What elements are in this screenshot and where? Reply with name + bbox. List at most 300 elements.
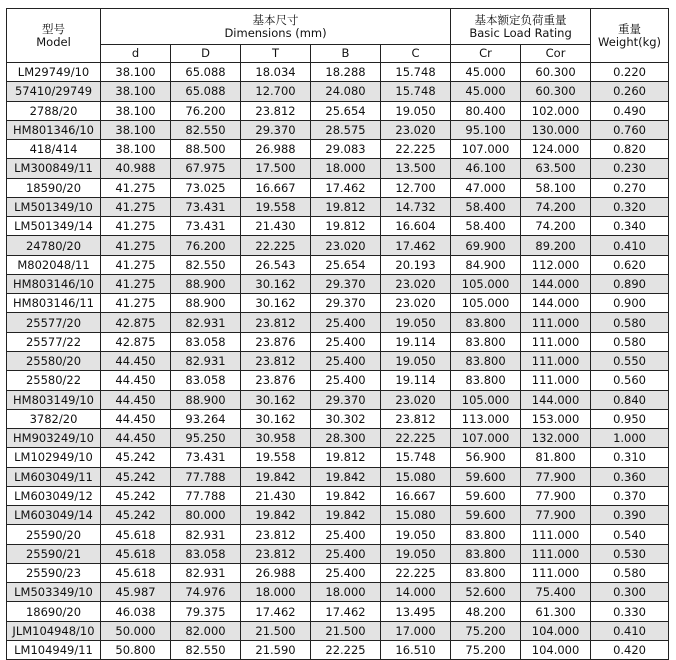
cell-cr: 58.400 [451, 197, 521, 216]
cell-T: 23.812 [241, 544, 311, 563]
cell-weight: 0.580 [591, 563, 669, 582]
subheader-C: C [381, 45, 451, 63]
cell-C: 17.000 [381, 621, 451, 640]
cell-B: 25.400 [311, 313, 381, 332]
cell-T: 21.590 [241, 640, 311, 659]
cell-d: 40.988 [101, 159, 171, 178]
cell-cr: 75.200 [451, 621, 521, 640]
table-row [7, 120, 669, 139]
cell-model: 2788/20 [7, 101, 101, 120]
cell-D: 73.025 [171, 178, 241, 197]
cell-B: 25.654 [311, 255, 381, 274]
cell-B: 25.400 [311, 371, 381, 390]
cell-model: 18690/20 [7, 602, 101, 621]
cell-cor: 74.200 [521, 217, 591, 236]
cell-weight: 0.530 [591, 544, 669, 563]
cell-weight: 0.950 [591, 409, 669, 428]
cell-d: 41.275 [101, 217, 171, 236]
cell-cor: 111.000 [521, 313, 591, 332]
cell-T: 26.988 [241, 140, 311, 159]
cell-cor: 81.800 [521, 448, 591, 467]
cell-cr: 52.600 [451, 583, 521, 602]
cell-d: 44.450 [101, 429, 171, 448]
cell-T: 23.876 [241, 332, 311, 351]
cell-B: 17.462 [311, 602, 381, 621]
cell-cor: 89.200 [521, 236, 591, 255]
cell-C: 16.510 [381, 640, 451, 659]
cell-D: 88.500 [171, 140, 241, 159]
cell-D: 88.900 [171, 390, 241, 409]
cell-B: 24.080 [311, 82, 381, 101]
cell-model: 25577/22 [7, 332, 101, 351]
cell-T: 18.034 [241, 63, 311, 82]
cell-D: 88.900 [171, 294, 241, 313]
cell-D: 83.058 [171, 371, 241, 390]
table-row [7, 621, 669, 640]
cell-weight: 0.270 [591, 178, 669, 197]
cell-C: 15.080 [381, 467, 451, 486]
table-row [7, 197, 669, 216]
cell-cor: 63.500 [521, 159, 591, 178]
cell-D: 82.550 [171, 640, 241, 659]
cell-B: 23.020 [311, 236, 381, 255]
cell-T: 19.842 [241, 506, 311, 525]
subheader-cr: Cr [451, 45, 521, 63]
cell-B: 19.812 [311, 448, 381, 467]
cell-C: 23.020 [381, 294, 451, 313]
cell-cr: 75.200 [451, 640, 521, 659]
cell-T: 23.812 [241, 101, 311, 120]
cell-C: 22.225 [381, 429, 451, 448]
table-row [7, 332, 669, 351]
cell-C: 23.020 [381, 390, 451, 409]
table-row [7, 63, 669, 82]
cell-cr: 47.000 [451, 178, 521, 197]
table-row [7, 236, 669, 255]
cell-C: 12.700 [381, 178, 451, 197]
cell-cr: 45.000 [451, 63, 521, 82]
cell-cor: 58.100 [521, 178, 591, 197]
table-row [7, 82, 669, 101]
cell-model: HM803146/10 [7, 274, 101, 293]
cell-model: 25577/20 [7, 313, 101, 332]
cell-weight: 0.340 [591, 217, 669, 236]
cell-C: 16.604 [381, 217, 451, 236]
cell-weight: 0.550 [591, 351, 669, 370]
cell-cr: 83.800 [451, 371, 521, 390]
cell-model: 25590/23 [7, 563, 101, 582]
cell-T: 18.000 [241, 583, 311, 602]
cell-B: 19.812 [311, 217, 381, 236]
cell-weight: 0.410 [591, 236, 669, 255]
cell-weight: 0.390 [591, 506, 669, 525]
cell-D: 73.431 [171, 217, 241, 236]
cell-cor: 111.000 [521, 371, 591, 390]
cell-weight: 0.890 [591, 274, 669, 293]
cell-B: 30.302 [311, 409, 381, 428]
table-row [7, 178, 669, 197]
cell-C: 13.500 [381, 159, 451, 178]
cell-D: 93.264 [171, 409, 241, 428]
cell-weight: 1.000 [591, 429, 669, 448]
cell-weight: 0.230 [591, 159, 669, 178]
cell-model: 3782/20 [7, 409, 101, 428]
cell-B: 18.288 [311, 63, 381, 82]
cell-B: 18.000 [311, 583, 381, 602]
table-row [7, 602, 669, 621]
cell-T: 23.812 [241, 313, 311, 332]
table-row [7, 525, 669, 544]
cell-C: 17.462 [381, 236, 451, 255]
table-row [7, 274, 669, 293]
cell-T: 17.462 [241, 602, 311, 621]
cell-D: 77.788 [171, 467, 241, 486]
header-load-en: Basic Load Rating [469, 25, 572, 40]
cell-D: 83.058 [171, 332, 241, 351]
cell-C: 19.050 [381, 351, 451, 370]
cell-d: 41.275 [101, 197, 171, 216]
header-model-en: Model [36, 34, 71, 49]
cell-T: 23.812 [241, 525, 311, 544]
cell-T: 30.162 [241, 409, 311, 428]
cell-weight: 0.220 [591, 63, 669, 82]
cell-weight: 0.260 [591, 82, 669, 101]
cell-C: 22.225 [381, 140, 451, 159]
cell-d: 50.800 [101, 640, 171, 659]
cell-cr: 80.400 [451, 101, 521, 120]
cell-cr: 83.800 [451, 313, 521, 332]
subheader-d: d [101, 45, 171, 63]
table-row [7, 140, 669, 159]
cell-model: HM801346/10 [7, 120, 101, 139]
header-load-cn: 基本额定负荷重量 [474, 12, 567, 27]
cell-d: 38.100 [101, 63, 171, 82]
table-row [7, 371, 669, 390]
cell-D: 73.431 [171, 448, 241, 467]
cell-weight: 0.370 [591, 486, 669, 505]
cell-cr: 95.100 [451, 120, 521, 139]
cell-C: 19.050 [381, 313, 451, 332]
cell-T: 21.430 [241, 217, 311, 236]
cell-T: 12.700 [241, 82, 311, 101]
table-row [7, 101, 669, 120]
cell-B: 29.370 [311, 294, 381, 313]
cell-C: 16.667 [381, 486, 451, 505]
cell-cor: 144.000 [521, 274, 591, 293]
cell-B: 19.842 [311, 486, 381, 505]
cell-cor: 111.000 [521, 351, 591, 370]
cell-model: 25590/20 [7, 525, 101, 544]
cell-d: 42.875 [101, 332, 171, 351]
cell-cor: 77.900 [521, 467, 591, 486]
cell-B: 29.370 [311, 390, 381, 409]
cell-C: 22.225 [381, 563, 451, 582]
cell-B: 21.500 [311, 621, 381, 640]
cell-T: 30.162 [241, 294, 311, 313]
table-row [7, 217, 669, 236]
cell-cr: 56.900 [451, 448, 521, 467]
cell-B: 19.842 [311, 467, 381, 486]
cell-B: 25.400 [311, 544, 381, 563]
cell-model: 418/414 [7, 140, 101, 159]
cell-d: 41.275 [101, 255, 171, 274]
cell-model: LM603049/12 [7, 486, 101, 505]
cell-d: 45.618 [101, 544, 171, 563]
header-weight-en: Weight(kg) [598, 34, 662, 49]
cell-B: 28.300 [311, 429, 381, 448]
cell-model: LM104949/11 [7, 640, 101, 659]
cell-D: 80.000 [171, 506, 241, 525]
cell-weight: 0.580 [591, 332, 669, 351]
cell-model: 24780/20 [7, 236, 101, 255]
cell-cr: 83.800 [451, 525, 521, 544]
cell-B: 28.575 [311, 120, 381, 139]
cell-T: 30.958 [241, 429, 311, 448]
header-model-cn: 型号 [42, 21, 65, 36]
cell-d: 45.242 [101, 467, 171, 486]
cell-d: 45.242 [101, 448, 171, 467]
cell-cr: 83.800 [451, 332, 521, 351]
cell-B: 18.000 [311, 159, 381, 178]
cell-weight: 0.900 [591, 294, 669, 313]
cell-C: 19.050 [381, 525, 451, 544]
table-row [7, 255, 669, 274]
cell-d: 44.450 [101, 390, 171, 409]
cell-d: 46.038 [101, 602, 171, 621]
table-row [7, 563, 669, 582]
table-header [7, 9, 669, 63]
cell-B: 22.225 [311, 640, 381, 659]
cell-D: 77.788 [171, 486, 241, 505]
cell-D: 82.550 [171, 120, 241, 139]
header-load-rating [451, 9, 591, 45]
bearing-spec-table [6, 8, 669, 660]
cell-B: 25.400 [311, 525, 381, 544]
cell-B: 29.083 [311, 140, 381, 159]
cell-cr: 84.900 [451, 255, 521, 274]
cell-weight: 0.490 [591, 101, 669, 120]
table-row [7, 506, 669, 525]
cell-cor: 132.000 [521, 429, 591, 448]
cell-cor: 112.000 [521, 255, 591, 274]
subheader-T: T [241, 45, 311, 63]
cell-model: 25580/22 [7, 371, 101, 390]
cell-d: 38.100 [101, 120, 171, 139]
table-row [7, 390, 669, 409]
cell-weight: 0.310 [591, 448, 669, 467]
cell-D: 82.931 [171, 563, 241, 582]
cell-T: 26.543 [241, 255, 311, 274]
cell-d: 50.000 [101, 621, 171, 640]
cell-cr: 59.600 [451, 506, 521, 525]
cell-B: 25.400 [311, 332, 381, 351]
cell-weight: 0.540 [591, 525, 669, 544]
cell-cor: 77.900 [521, 506, 591, 525]
cell-model: LM501349/14 [7, 217, 101, 236]
cell-cr: 113.000 [451, 409, 521, 428]
cell-model: LM29749/10 [7, 63, 101, 82]
cell-model: HM803146/11 [7, 294, 101, 313]
cell-B: 19.842 [311, 506, 381, 525]
cell-D: 83.058 [171, 544, 241, 563]
cell-model: LM300849/11 [7, 159, 101, 178]
cell-d: 42.875 [101, 313, 171, 332]
cell-D: 82.550 [171, 255, 241, 274]
cell-model: 25590/21 [7, 544, 101, 563]
cell-D: 73.431 [171, 197, 241, 216]
cell-T: 16.667 [241, 178, 311, 197]
subheader-B: B [311, 45, 381, 63]
cell-d: 38.100 [101, 140, 171, 159]
cell-cor: 111.000 [521, 332, 591, 351]
cell-T: 30.162 [241, 390, 311, 409]
subheader-cor: Cor [521, 45, 591, 63]
cell-T: 21.500 [241, 621, 311, 640]
cell-C: 15.748 [381, 448, 451, 467]
cell-model: HM903249/10 [7, 429, 101, 448]
cell-cor: 77.900 [521, 486, 591, 505]
cell-T: 30.162 [241, 274, 311, 293]
table-row [7, 467, 669, 486]
cell-cor: 60.300 [521, 63, 591, 82]
cell-D: 67.975 [171, 159, 241, 178]
cell-d: 44.450 [101, 351, 171, 370]
header-dimensions-en: Dimensions (mm) [224, 25, 327, 40]
cell-cr: 107.000 [451, 140, 521, 159]
cell-cor: 102.000 [521, 101, 591, 120]
header-dimensions-cn: 基本尺寸 [252, 12, 299, 27]
cell-T: 21.430 [241, 486, 311, 505]
cell-weight: 0.580 [591, 313, 669, 332]
header-model [7, 9, 101, 63]
cell-B: 25.400 [311, 351, 381, 370]
cell-model: LM501349/10 [7, 197, 101, 216]
cell-B: 25.400 [311, 563, 381, 582]
cell-cr: 83.800 [451, 351, 521, 370]
cell-d: 45.242 [101, 506, 171, 525]
cell-d: 41.275 [101, 236, 171, 255]
cell-D: 74.976 [171, 583, 241, 602]
table-row [7, 583, 669, 602]
cell-C: 19.050 [381, 544, 451, 563]
cell-cr: 83.800 [451, 544, 521, 563]
cell-model: 18590/20 [7, 178, 101, 197]
cell-d: 38.100 [101, 82, 171, 101]
cell-C: 15.748 [381, 82, 451, 101]
cell-C: 23.020 [381, 274, 451, 293]
cell-D: 82.931 [171, 351, 241, 370]
cell-C: 23.812 [381, 409, 451, 428]
cell-cr: 58.400 [451, 217, 521, 236]
cell-model: 57410/29749 [7, 82, 101, 101]
cell-cor: 124.000 [521, 140, 591, 159]
cell-cr: 59.600 [451, 467, 521, 486]
cell-B: 25.654 [311, 101, 381, 120]
cell-cr: 105.000 [451, 390, 521, 409]
cell-C: 13.495 [381, 602, 451, 621]
cell-T: 22.225 [241, 236, 311, 255]
cell-model: LM102949/10 [7, 448, 101, 467]
cell-C: 19.114 [381, 332, 451, 351]
cell-D: 82.000 [171, 621, 241, 640]
table-row [7, 544, 669, 563]
cell-T: 17.500 [241, 159, 311, 178]
header-weight [591, 9, 669, 63]
subheader-D: D [171, 45, 241, 63]
cell-cr: 69.900 [451, 236, 521, 255]
cell-weight: 0.320 [591, 197, 669, 216]
cell-D: 76.200 [171, 236, 241, 255]
cell-T: 26.988 [241, 563, 311, 582]
cell-T: 23.812 [241, 351, 311, 370]
cell-D: 76.200 [171, 101, 241, 120]
cell-cr: 105.000 [451, 274, 521, 293]
cell-cor: 104.000 [521, 621, 591, 640]
table-row [7, 448, 669, 467]
cell-T: 23.876 [241, 371, 311, 390]
cell-cr: 107.000 [451, 429, 521, 448]
cell-D: 65.088 [171, 63, 241, 82]
header-weight-cn: 重量 [618, 21, 642, 36]
cell-cor: 104.000 [521, 640, 591, 659]
cell-cr: 45.000 [451, 82, 521, 101]
cell-cor: 144.000 [521, 294, 591, 313]
cell-weight: 0.620 [591, 255, 669, 274]
cell-model: LM603049/11 [7, 467, 101, 486]
cell-C: 19.114 [381, 371, 451, 390]
cell-D: 82.931 [171, 313, 241, 332]
cell-C: 15.748 [381, 63, 451, 82]
cell-d: 45.242 [101, 486, 171, 505]
cell-C: 19.050 [381, 101, 451, 120]
cell-B: 17.462 [311, 178, 381, 197]
cell-cr: 48.200 [451, 602, 521, 621]
cell-model: HM803149/10 [7, 390, 101, 409]
cell-B: 19.812 [311, 197, 381, 216]
table-row [7, 486, 669, 505]
cell-d: 41.275 [101, 294, 171, 313]
cell-d: 45.618 [101, 563, 171, 582]
cell-weight: 0.820 [591, 140, 669, 159]
table-row [7, 159, 669, 178]
cell-model: LM603049/14 [7, 506, 101, 525]
cell-weight: 0.330 [591, 602, 669, 621]
cell-cor: 74.200 [521, 197, 591, 216]
cell-cr: 46.100 [451, 159, 521, 178]
cell-cor: 111.000 [521, 525, 591, 544]
cell-d: 45.618 [101, 525, 171, 544]
cell-weight: 0.560 [591, 371, 669, 390]
cell-cr: 59.600 [451, 486, 521, 505]
cell-cor: 153.000 [521, 409, 591, 428]
cell-model: JLM104948/10 [7, 621, 101, 640]
cell-weight: 0.300 [591, 583, 669, 602]
cell-C: 14.732 [381, 197, 451, 216]
cell-weight: 0.840 [591, 390, 669, 409]
cell-cor: 111.000 [521, 544, 591, 563]
cell-B: 29.370 [311, 274, 381, 293]
cell-cor: 144.000 [521, 390, 591, 409]
table-body [7, 63, 669, 660]
cell-cor: 75.400 [521, 583, 591, 602]
cell-d: 41.275 [101, 274, 171, 293]
cell-C: 23.020 [381, 120, 451, 139]
cell-weight: 0.420 [591, 640, 669, 659]
cell-C: 15.080 [381, 506, 451, 525]
cell-C: 14.000 [381, 583, 451, 602]
cell-weight: 0.410 [591, 621, 669, 640]
cell-C: 20.193 [381, 255, 451, 274]
